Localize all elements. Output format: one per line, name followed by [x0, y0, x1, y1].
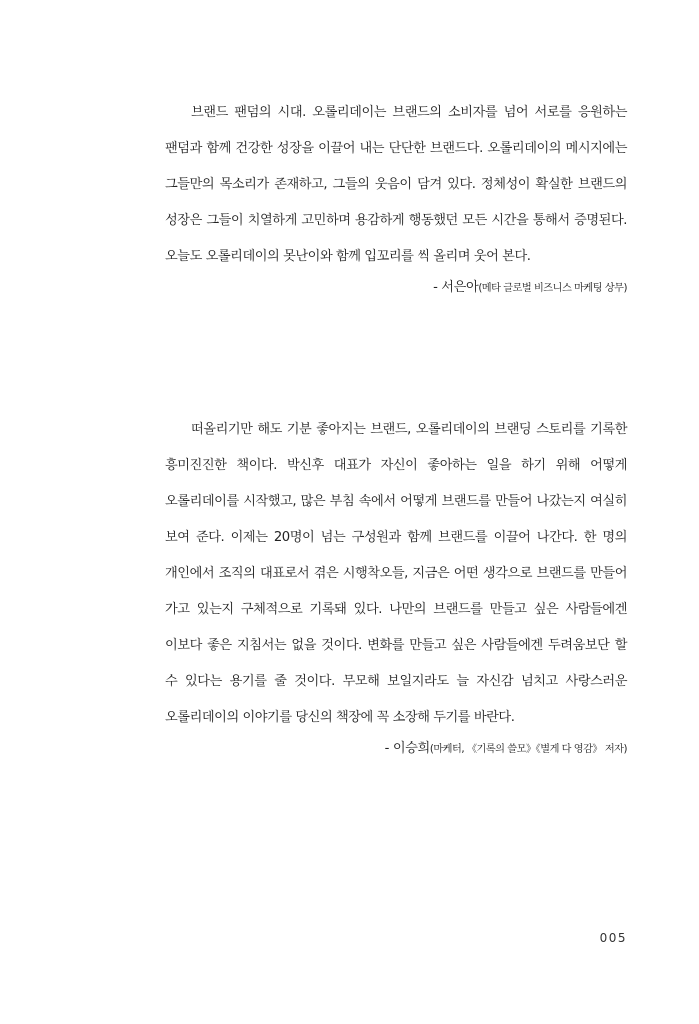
endorsement-seo-euna	[165, 95, 627, 302]
endorsement-attribution	[165, 734, 627, 763]
endorser-name: - 서은아	[433, 280, 479, 295]
endorsement-lee-seunghee	[165, 412, 627, 763]
endorsement-text: 브랜드 팬덤의 시대. 오롤리데이는 브랜드의 소비자를 넘어 서로를 응원하는 팬덤과 함께 건강한 성장을 이끌어 내는 단단한 브랜드다. 오롤리데이의 메시지에는 그들만의 목소리가 존재하고, 그들의 웃음이 담겨 있다. 정체성이 확실한 브랜드의 성장은 그들이 치열하게 고민하며 용감하게 행동했던 모든 시간을 통해서 증명된다. 오늘도 오롤리데이의 못난이와 함께 입꼬리를 씩 올리며 웃어 본다.	[165, 105, 627, 264]
endorser-name: - 이승희	[384, 741, 430, 756]
endorsement-attribution	[165, 273, 627, 302]
endorsement-text: 떠올리기만 해도 기분 좋아지는 브랜드, 오롤리데이의 브랜딩 스토리를 기록한 흥미진진한 책이다. 박신후 대표가 자신이 좋아하는 일을 하기 위해 어떻게 오롤리데이를 시작했고, 많은 부침 속에서 어떻게 브랜드를 만들어 나갔는지 여실히 보여 준다. 이제는 20명이 넘는 구성원과 함께 브랜드를 이끌어 나간다. 한 명의 개인에서 조직의 대표로서 겪은 시행착오들, 지금은 어떤 생각으로 브랜드를 만들어 가고 있는지 구체적으로 기록돼 있다. 나만의 브랜드를 만들고 싶은 사람들에겐 이보다 좋은 지침서는 없을 것이다. 변화를 만들고 싶은 사람들에겐 두려움보단 할 수 있다는 용기를 줄 것이다. 무모해 보일지라도 늘 자신감 넘치고 사랑스러운 오롤리데이의 이야기를 당신의 책장에 꼭 소장해 두기를 바란다.	[165, 422, 627, 725]
endorser-title: (메타 글로벌 비즈니스 마케팅 상무)	[478, 283, 627, 294]
page-number: 005	[599, 931, 627, 945]
endorser-title: (마케터, 《기록의 쓸모》《별게 다 영감》 저자)	[429, 744, 627, 755]
